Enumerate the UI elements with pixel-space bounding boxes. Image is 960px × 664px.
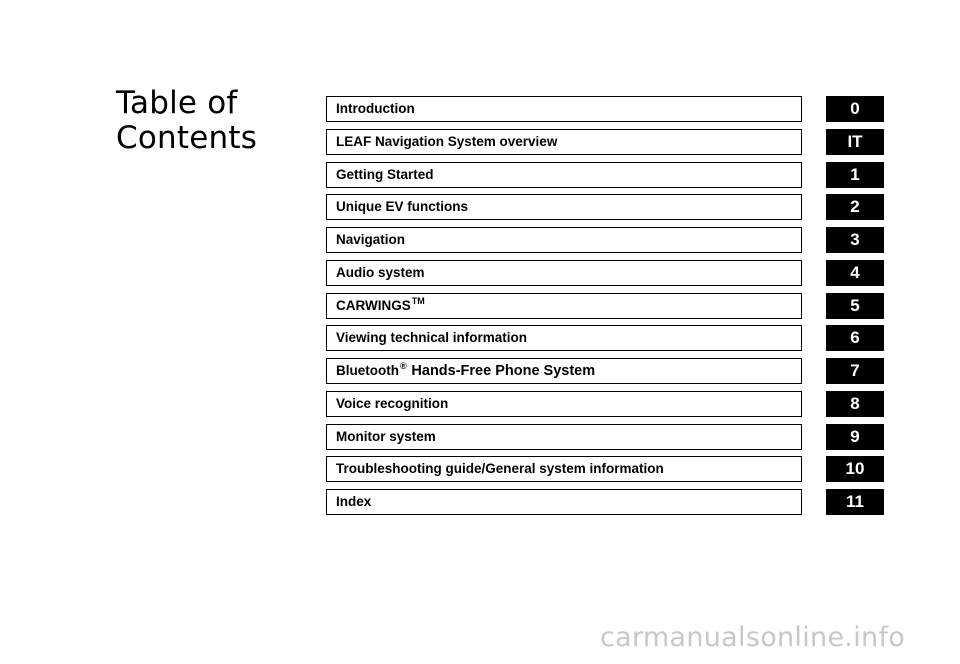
- chapter-tab[interactable]: 5: [826, 293, 884, 319]
- toc-item-voice-recognition[interactable]: [326, 391, 884, 417]
- toc-item-bluetooth-hands-free[interactable]: [326, 358, 884, 384]
- toc-label: LEAF Navigation System overview: [336, 133, 558, 149]
- chapter-tab[interactable]: 1: [826, 162, 884, 188]
- toc-item-carwings[interactable]: [326, 293, 884, 319]
- toc-label: Introduction: [336, 101, 415, 116]
- toc-label: Viewing technical information: [336, 330, 528, 346]
- toc-label: Navigation: [336, 232, 406, 247]
- chapter-tab[interactable]: 0: [826, 96, 884, 122]
- trademark-mark: TM: [411, 295, 425, 306]
- toc-label: Monitor system: [336, 428, 436, 444]
- page-title-line-2: Contents: [116, 120, 258, 156]
- toc-item-troubleshooting-guide[interactable]: [326, 456, 884, 482]
- chapter-tab[interactable]: 6: [826, 325, 884, 351]
- toc-label-box[interactable]: [326, 325, 802, 351]
- toc-label-text: Bluetooth: [336, 363, 399, 378]
- toc-label-box[interactable]: [326, 129, 802, 155]
- toc-item-monitor-system[interactable]: [326, 424, 884, 450]
- toc-item-leaf-navigation-overview[interactable]: [326, 129, 884, 155]
- chapter-tab[interactable]: 9: [826, 424, 884, 450]
- toc-label: [336, 295, 426, 314]
- toc-label: Getting Started: [336, 166, 434, 182]
- toc-label: Index: [336, 494, 372, 509]
- chapter-tab[interactable]: IT: [826, 129, 884, 155]
- toc-label-box[interactable]: [326, 456, 802, 482]
- toc-label-box[interactable]: [326, 424, 802, 450]
- toc-label-box[interactable]: [326, 489, 802, 515]
- toc-label-text: CARWINGS: [336, 297, 411, 313]
- toc-label-box[interactable]: [326, 194, 802, 220]
- toc-label-text-after: Hands-Free Phone System: [411, 363, 596, 379]
- toc-label-box[interactable]: [326, 391, 802, 417]
- toc-label: Voice recognition: [336, 395, 449, 411]
- page-title: [116, 86, 257, 156]
- registered-mark: ®: [400, 361, 407, 371]
- chapter-tab[interactable]: 3: [826, 227, 884, 253]
- toc-item-getting-started[interactable]: [326, 162, 884, 188]
- chapter-tab[interactable]: 8: [826, 391, 884, 417]
- toc-label: Unique EV functions: [336, 199, 469, 215]
- toc-label-box[interactable]: [326, 293, 802, 319]
- chapter-tab[interactable]: 7: [826, 358, 884, 384]
- toc-label-box[interactable]: [326, 162, 802, 188]
- toc-item-navigation[interactable]: [326, 227, 884, 253]
- watermark: carmanualsonline.info: [600, 622, 906, 653]
- chapter-tab[interactable]: 10: [826, 456, 884, 482]
- toc-item-introduction[interactable]: [326, 96, 884, 122]
- toc-label-box[interactable]: [326, 227, 802, 253]
- toc-label-box[interactable]: [326, 96, 802, 122]
- chapter-tab[interactable]: 4: [826, 260, 884, 286]
- chapter-tab[interactable]: 11: [826, 489, 884, 515]
- toc-item-unique-ev-functions[interactable]: [326, 194, 884, 220]
- toc-label-box[interactable]: [326, 358, 802, 384]
- toc-item-index[interactable]: [326, 489, 884, 515]
- toc-label-box[interactable]: [326, 260, 802, 286]
- toc-label: [336, 363, 595, 379]
- toc-item-viewing-technical-information[interactable]: [326, 325, 884, 351]
- table-of-contents: [326, 96, 884, 522]
- page-title-line-1: Table of: [116, 85, 238, 121]
- toc-item-audio-system[interactable]: [326, 260, 884, 286]
- toc-label: Troubleshooting guide/General system information: [336, 461, 664, 477]
- chapter-tab[interactable]: 2: [826, 194, 884, 220]
- toc-label: Audio system: [336, 264, 425, 280]
